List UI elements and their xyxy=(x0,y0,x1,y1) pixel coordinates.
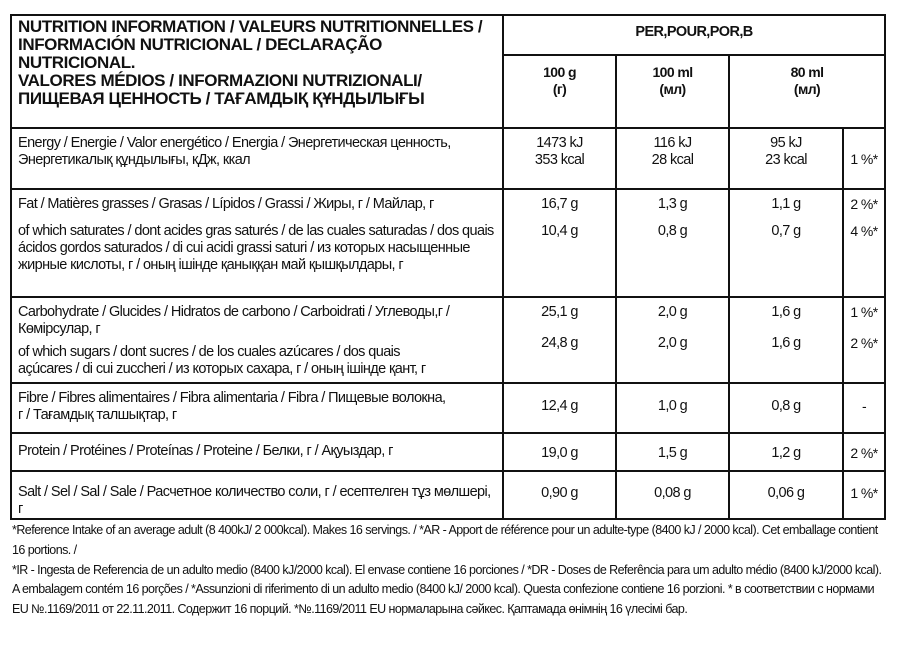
value-kj: 116 kJ xyxy=(653,135,692,151)
name-line: of which saturates / dont acides gras saturés / de las cuales saturadas / dos quais xyxy=(18,223,494,239)
nutrient-name-protein: Protein / Protéines / Proteínas / Proteine / Белки, г / Ақуыздар, г xyxy=(11,433,503,471)
fat-ri xyxy=(843,189,885,297)
fibre-100ml: 1,0 g xyxy=(616,383,729,433)
name-line: of which sugars / dont sucres / de los cuales azúcares / dos quais xyxy=(18,344,400,360)
title-line: VALORES MÉDIOS / INFORMAZIONI NUTRIZIONALI/ xyxy=(18,71,422,90)
energy-80ml xyxy=(729,128,843,189)
energy-ri: 1 %* xyxy=(843,128,885,189)
name-line: жирные кислоты, г / оның ішінде қаныққан май қышқылдары, г xyxy=(18,257,404,273)
protein-100ml: 1,5 g xyxy=(616,433,729,471)
value: 24,8 g xyxy=(541,335,578,351)
carbohydrate-100ml xyxy=(616,297,729,383)
value: 0,8 g xyxy=(657,223,688,239)
nutrient-name-carbohydrate xyxy=(11,297,503,383)
column-header-100g xyxy=(503,55,616,128)
value-kcal: 28 kcal xyxy=(651,152,694,168)
fibre-80ml: 0,8 g xyxy=(729,383,843,433)
value: 2,0 g xyxy=(657,335,688,351)
value: 1,6 g xyxy=(771,335,801,351)
column-qty: 100 g xyxy=(543,64,576,80)
value-kcal: 353 kcal xyxy=(534,152,585,168)
carbohydrate-80ml xyxy=(729,297,843,383)
column-header-80ml xyxy=(729,55,885,128)
name-line: ácidos gordos saturados / di cui acidi grassi saturi / из которых насыщенные xyxy=(18,240,470,256)
title-line: ПИЩЕВАЯ ЦЕННОСТЬ / ТАҒАМДЫҚ ҚҰНДЫЛЫҒЫ xyxy=(18,89,425,108)
table-row xyxy=(11,383,885,433)
reference-intake-footnote xyxy=(12,521,892,620)
carbohydrate-ri xyxy=(843,297,885,383)
footnote-line: EU №.1169/2011 от 22.11.2011. Содержит 16 порций. *№.1169/2011 EU нормаларына сәйкес. Қаптамада өнімнің 16 үлесімі бар. xyxy=(12,602,688,617)
footnote-line: *Reference Intake of an average adult (8 400kJ/ 2 000kcal). Makes 16 servings. / *AR - Apport de référence pour un adulte-type (8400 kJ / 2000 kcal). Cet emballage contient 16 portions. / xyxy=(12,523,878,557)
energy-100ml xyxy=(616,128,729,189)
table-row xyxy=(11,471,885,519)
salt-100ml: 0,08 g xyxy=(616,471,729,519)
title-line: NUTRITION INFORMATION / VALEURS NUTRITIONNELLES / xyxy=(18,17,483,36)
table-row xyxy=(11,297,885,383)
value: 10,4 g xyxy=(541,223,578,239)
name-line: Fibre / Fibres alimentaires / Fibra alimentaria / Fibra / Пищевые волокна, xyxy=(18,390,446,406)
column-qty: 80 ml xyxy=(790,64,824,80)
nutrition-table xyxy=(10,14,886,520)
value: 1,1 g xyxy=(771,196,801,212)
fat-100g xyxy=(503,189,616,297)
value: 2,0 g xyxy=(657,304,688,320)
name-line: Энергетикалық құндылығы, кДж, ккал xyxy=(18,152,251,168)
salt-ri: 1 %* xyxy=(843,471,885,519)
table-row xyxy=(11,128,885,189)
table-row xyxy=(11,189,885,297)
column-unit: (мл) xyxy=(659,81,686,97)
energy-100g xyxy=(503,128,616,189)
protein-100g: 19,0 g xyxy=(503,433,616,471)
value: 2 %* xyxy=(850,335,878,351)
nutrient-name-fibre xyxy=(11,383,503,433)
value-kj: 95 kJ xyxy=(770,135,802,151)
name-line: açúcares / di cui zuccheri / из которых сахара, г / оның ішінде қант, г xyxy=(18,361,426,377)
nutrient-name-salt: Salt / Sel / Sal / Sale / Расчетное количество соли, г / есептелген тұз мөлшері, г xyxy=(11,471,503,519)
value: 25,1 g xyxy=(541,304,578,320)
name-line: Carbohydrate / Glucides / Hidratos de carbono / Carboidrati / Углеводы,г / Көмірсулар, г xyxy=(18,304,450,337)
fat-100ml xyxy=(616,189,729,297)
column-header-100ml xyxy=(616,55,729,128)
name-line: г / Тағамдық талшықтар, г xyxy=(18,407,177,423)
protein-80ml: 1,2 g xyxy=(729,433,843,471)
value: 16,7 g xyxy=(541,196,578,212)
carbohydrate-100g xyxy=(503,297,616,383)
value: 1,3 g xyxy=(657,196,688,212)
table-row xyxy=(11,433,885,471)
fat-80ml xyxy=(729,189,843,297)
fibre-ri: - xyxy=(843,383,885,433)
column-qty: 100 ml xyxy=(652,64,693,80)
table-title xyxy=(11,15,503,128)
header-row xyxy=(11,15,885,55)
value-kcal: 23 kcal xyxy=(765,152,807,168)
salt-100g: 0,90 g xyxy=(503,471,616,519)
value: 1,6 g xyxy=(771,304,801,320)
footnote-line: A embalagem contém 16 porções / *Assunzioni di riferimento di un adulto medio (8400 kJ/ 2000 kcal). Questa confezione contiene 16 porzioni. * в соответствии с нормами xyxy=(12,582,875,597)
footnote-line: *IR - Ingesta de Referencia de un adulto medio (8400 kJ/2000 kcal). El envase contiene 16 porciones / *DR - Doses de Referência para um adulto médio (8400 kJ/2000 kcal). xyxy=(12,562,882,577)
title-line: INFORMACIÓN NUTRICIONAL / DECLARAÇÃO NUTRICIONAL. xyxy=(18,35,382,72)
protein-ri: 2 %* xyxy=(843,433,885,471)
salt-80ml: 0,06 g xyxy=(729,471,843,519)
column-unit: (мл) xyxy=(793,81,821,97)
value: 4 %* xyxy=(850,223,878,239)
nutrient-name-energy xyxy=(11,128,503,189)
fibre-100g: 12,4 g xyxy=(503,383,616,433)
name-line: Energy / Energie / Valor energético / Energia / Энергетическая ценность, xyxy=(18,135,451,151)
column-unit: (г) xyxy=(552,81,567,97)
value-kj: 1473 kJ xyxy=(536,135,583,151)
value: 1 %* xyxy=(850,304,878,320)
name-line: Fat / Matières grasses / Grasas / Lípidos / Grassi / Жиры, г / Майлар, г xyxy=(18,196,434,212)
nutrient-name-fat xyxy=(11,189,503,297)
value: 0,7 g xyxy=(771,223,801,239)
per-label: PER,POUR,POR,B xyxy=(503,15,885,55)
value: 2 %* xyxy=(850,196,878,212)
